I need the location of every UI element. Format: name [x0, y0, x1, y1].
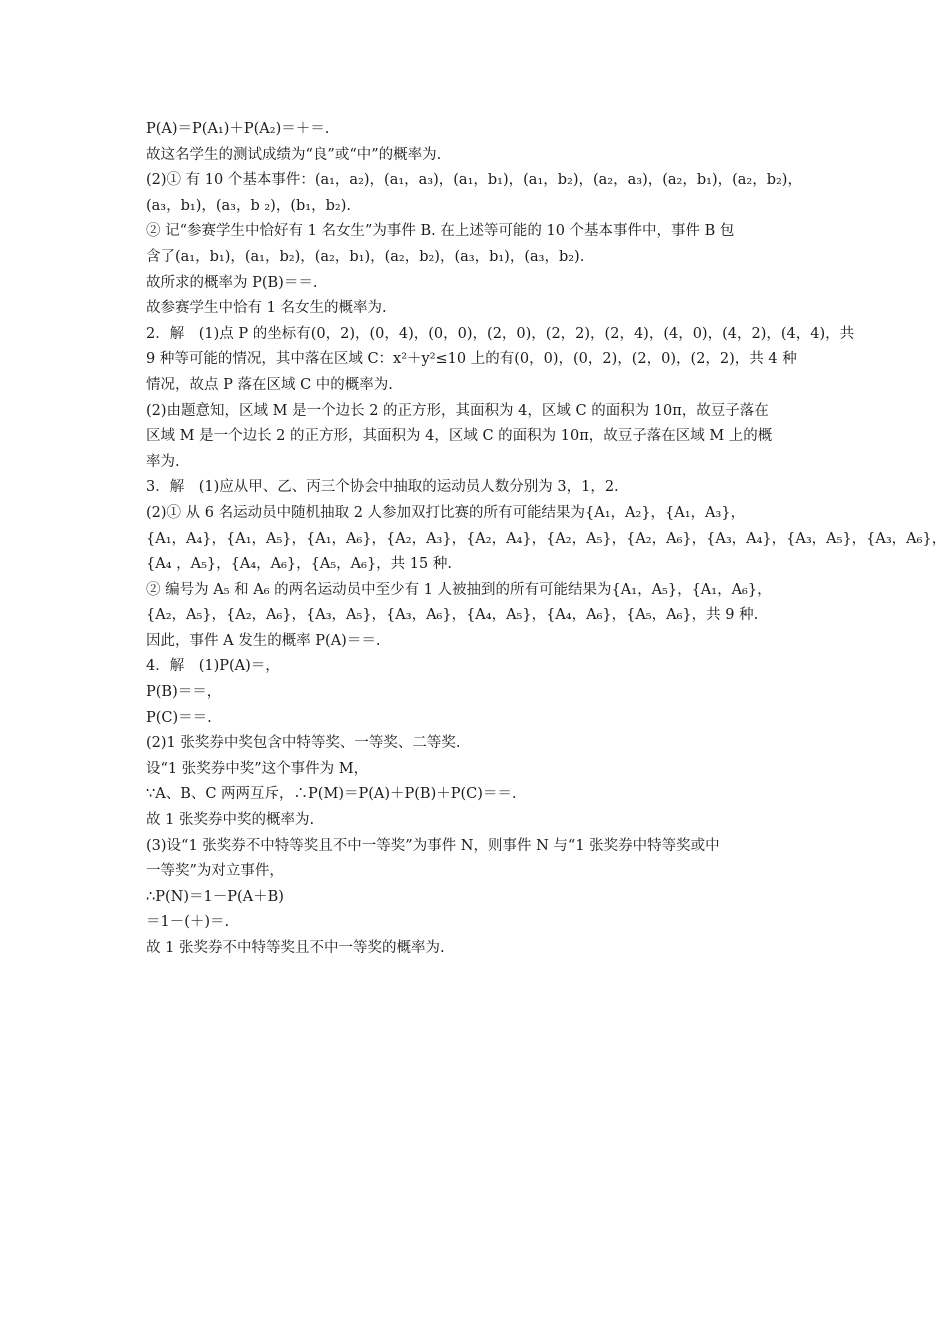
- text-line: 情况，故点 P 落在区域 C 中的概率为.: [146, 376, 393, 393]
- text-line: 因此，事件 A 发生的概率 P(A)＝＝.: [146, 632, 381, 649]
- text-line: 一等奖”为对立事件，: [146, 863, 284, 880]
- text-line: (2)1 张奖券中奖包含中特等奖、一等奖、二等奖.: [146, 735, 461, 752]
- text-line: P(B)＝＝，: [146, 684, 222, 701]
- text-line: ∵A、B、C 两两互斥，∴P(M)＝P(A)＋P(B)＋P(C)＝＝.: [146, 786, 517, 803]
- text-line: (3)设“1 张奖券不中特等奖且不中一等奖”为事件 N，则事件 N 与“1 张奖券中特等奖或中: [146, 837, 720, 854]
- text-line: ∴P(N)＝1－P(A＋B): [146, 888, 284, 905]
- text-line: 含了(a₁，b₁)，(a₁，b₂)，(a₂，b₁)，(a₂，b₂)，(a₃，b₁)，(a₃，b₂).: [146, 248, 585, 265]
- text-line: {A₁，A₄}，{A₁，A₅}，{A₁，A₆}，{A₂，A₃}，{A₂，A₄}，{A₂，A₅}，{A₂，A₆}，{A₃，A₄}，{A₃，A₅}，{A₃，A₆}，: [146, 530, 947, 547]
- text-line: {A₂，A₅}，{A₂，A₆}，{A₃，A₅}，{A₃，A₆}，{A₄，A₅}，{A₄，A₆}，{A₅，A₆}，共 9 种.: [146, 607, 759, 624]
- text-line: 率为.: [146, 453, 180, 470]
- text-line: (a₃，b₁)，(a₃，b ₂)，(b₁，b₂).: [146, 197, 351, 214]
- text-line: 故参赛学生中恰有 1 名女生的概率为.: [146, 300, 387, 317]
- text-line: ② 编号为 A₅ 和 A₆ 的两名运动员中至少有 1 人被抽到的所有可能结果为{A₁，A₅}，{A₁，A₆}，: [146, 581, 772, 598]
- text-line: P(C)＝＝.: [146, 709, 212, 726]
- text-line: 故所求的概率为 P(B)＝＝.: [146, 274, 318, 291]
- text-line: 故这名学生的测试成绩为“良”或“中”的概率为.: [146, 146, 442, 163]
- text-line: 区域 M 是一个边长 2 的正方形，其面积为 4，区域 C 的面积为 10π，故豆子落在区域 M 上的概: [146, 428, 773, 445]
- text-line: {A₄ ，A₅}，{A₄，A₆}，{A₅，A₆}，共 15 种.: [146, 556, 452, 573]
- text-line: 9 种等可能的情况，其中落在区域 C：x²＋y²≤10 上的有(0，0)，(0，2)，(2，0)，(2，2)，共 4 种: [146, 351, 797, 368]
- text-line: ＝1－(＋)＝.: [146, 914, 230, 931]
- text-line: 设“1 张奖券中奖”这个事件为 M，: [146, 760, 369, 777]
- text-line: 2．解 (1)点 P 的坐标有(0，2)，(0，4)，(0，0)，(2，0)，(2，2)，(2，4)，(4，0)，(4，2)，(4，4)，共: [146, 325, 855, 342]
- text-line: 4．解 (1)P(A)＝，: [146, 658, 280, 675]
- text-line: ② 记“参赛学生中恰好有 1 名女生”为事件 B. 在上述等可能的 10 个基本事件中，事件 B 包: [146, 223, 735, 240]
- text-line: (2)由题意知，区域 M 是一个边长 2 的正方形，其面积为 4，区域 C 的面积为 10π，故豆子落在: [146, 402, 769, 419]
- text-line: (2)① 有 10 个基本事件：(a₁，a₂)，(a₁，a₃)，(a₁，b₁)，(a₁，b₂)，(a₂，a₃)，(a₂，b₁)，(a₂，b₂)，: [146, 172, 802, 189]
- text-line: 故 1 张奖券不中特等奖且不中一等奖的概率为.: [146, 940, 445, 956]
- text-line: 故 1 张奖券中奖的概率为.: [146, 812, 315, 829]
- text-line: (2)① 从 6 名运动员中随机抽取 2 人参加双打比赛的所有可能结果为{A₁，A₂}，{A₁，A₃}，: [146, 504, 746, 521]
- text-line: P(A)＝P(A₁)＋P(A₂)＝＋＝.: [146, 121, 330, 137]
- text-line: 3．解 (1)应从甲、乙、丙三个协会中抽取的运动员人数分别为 3，1，2.: [146, 479, 619, 496]
- solution-text: [146, 117, 947, 962]
